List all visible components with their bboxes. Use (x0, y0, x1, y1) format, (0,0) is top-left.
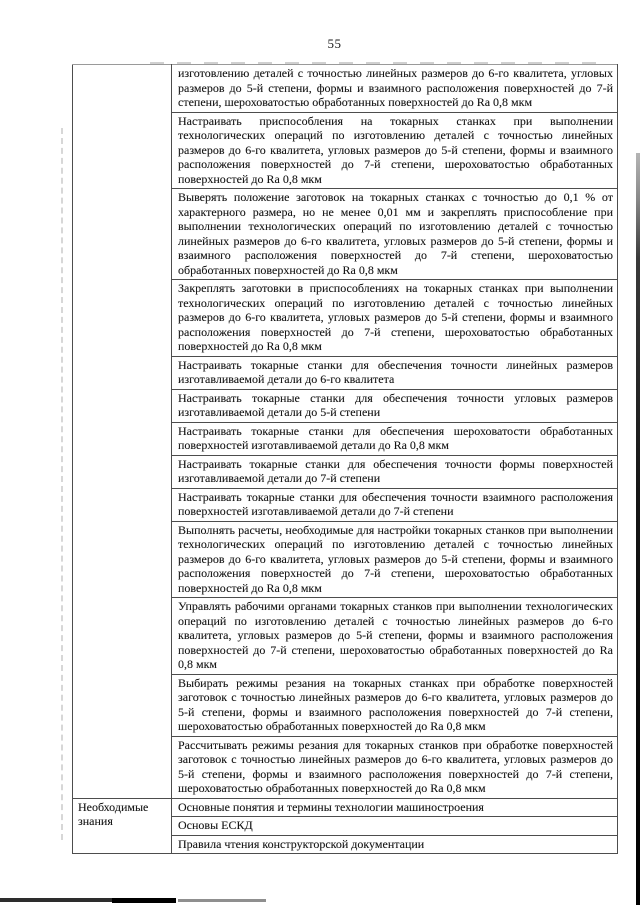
skill-text-cell: Управлять рабочими органами токарных станков при выполнении технологических операций по изготовлению деталей с точностью линейных размеров до 6-го квалитета, угловых размеров до 5-й степени, формы и взаимного расположения поверхностей до 7-й степени, шероховатостью обработанных поверхностей до Ra 0,8 мкм (172, 598, 618, 675)
skill-text-cell: Закреплять заготовки в приспособлениях на токарных станках при выполнении технологических операций по изготовлению деталей с точностью линейных размеров до 6-го квалитета, угловых размеров до 5-й степени, формы и взаимного расположения поверхностей до 7-й степени, шероховатостью обработанных поверхностей до Ra 0,8 мкм (172, 280, 618, 357)
skill-text-cell: Основные понятия и термины технологии машиностроения (172, 798, 618, 817)
skill-text-cell: Основы ЕСКД (172, 817, 618, 836)
skill-text-cell: Настраивать токарные станки для обеспечения точности взаимного расположения поверхностей изготавливаемой детали до 7-й степени (172, 488, 618, 521)
scan-artifact-right-edge-strip (636, 153, 640, 905)
page-number: 55 (327, 36, 342, 51)
skill-text-cell: изготовлению деталей с точностью линейных размеров до 6-го квалитета, угловых размеров до 5-й степени, формы и взаимного расположения поверхностей до 7-й степени, шероховатостью обработанных поверхностей до Ra 0,8 мкм (172, 65, 618, 113)
scan-artifact-bottom-bar (0, 898, 112, 902)
skill-text-cell: Настраивать токарные станки для обеспечения точности формы поверхностей изготавливаемой детали до 7-й степени (172, 455, 618, 488)
table-row (73, 65, 618, 113)
skill-text-cell: Настраивать токарные станки для обеспечения шероховатости обработанных поверхностей изготавливаемой детали до Ra 0,8 мкм (172, 422, 618, 455)
scan-artifact-bottom-bar (178, 899, 266, 902)
scan-artifact-left-dashed-line (61, 128, 63, 840)
skill-text-cell: Настраивать приспособления на токарных станках при выполнении технологических операций по изготовлению деталей с точностью линейных размеров до 6-го квалитета, угловых размеров до 5-й степени, формы и взаимного расположения поверхностей до 7-й степени, шероховатостью обработанных поверхностей до Ra 0,8 мкм (172, 112, 618, 189)
skill-text-cell: Правила чтения конструкторской документации (172, 835, 618, 854)
skills-table-body (73, 65, 618, 854)
professional-standard-table (72, 64, 618, 854)
scan-artifact-bottom-bar (112, 898, 176, 903)
skill-text-cell: Рассчитывать режимы резания для токарных станков при обработке поверхностей заготовок с точностью линейных размеров до 6-го квалитета, угловых размеров до 5-й степени, формы и взаимного расположения поверхностей до 7-й степени, шероховатостью обработанных поверхностей до Ra 0,8 мкм (172, 736, 618, 798)
skill-text-cell: Выверять положение заготовок на токарных станках с точностью до 0,1 % от характерного размера, но не менее 0,01 мм и закреплять приспособление при выполнении технологических операций по изготовлению деталей с точностью линейных размеров до 6-го квалитета, угловых размеров до 5-й степени, формы и взаимного расположения поверхностей до 7-й степени, шероховатостью обработанных поверхностей до Ra 0,8 мкм (172, 189, 618, 280)
section-label-cell (73, 65, 172, 799)
skill-text-cell: Выполнять расчеты, необходимые для настройки токарных станков при выполнении технологических операций по изготовлению деталей с точностью линейных размеров до 6-го квалитета, угловых размеров до 5-й степени, формы и взаимного расположения поверхностей до 7-й степени, шероховатостью обработанных поверхностей до Ra 0,8 мкм (172, 521, 618, 598)
table-row (73, 798, 618, 817)
skill-text-cell: Настраивать токарные станки для обеспечения точности угловых размеров изготавливаемой детали до 5-й степени (172, 389, 618, 422)
section-label-cell: Необходимые знания (73, 798, 172, 854)
skill-text-cell: Настраивать токарные станки для обеспечения точности линейных размеров изготавливаемой детали до 6-го квалитета (172, 356, 618, 389)
skill-text-cell: Выбирать режимы резания на токарных станках при обработке поверхностей заготовок с точностью линейных размеров до 6-го квалитета, угловых размеров до 5-й степени, формы и взаимного расположения поверхностей до 7-й степени, шероховатостью обработанных поверхностей до Ra 0,8 мкм (172, 674, 618, 736)
